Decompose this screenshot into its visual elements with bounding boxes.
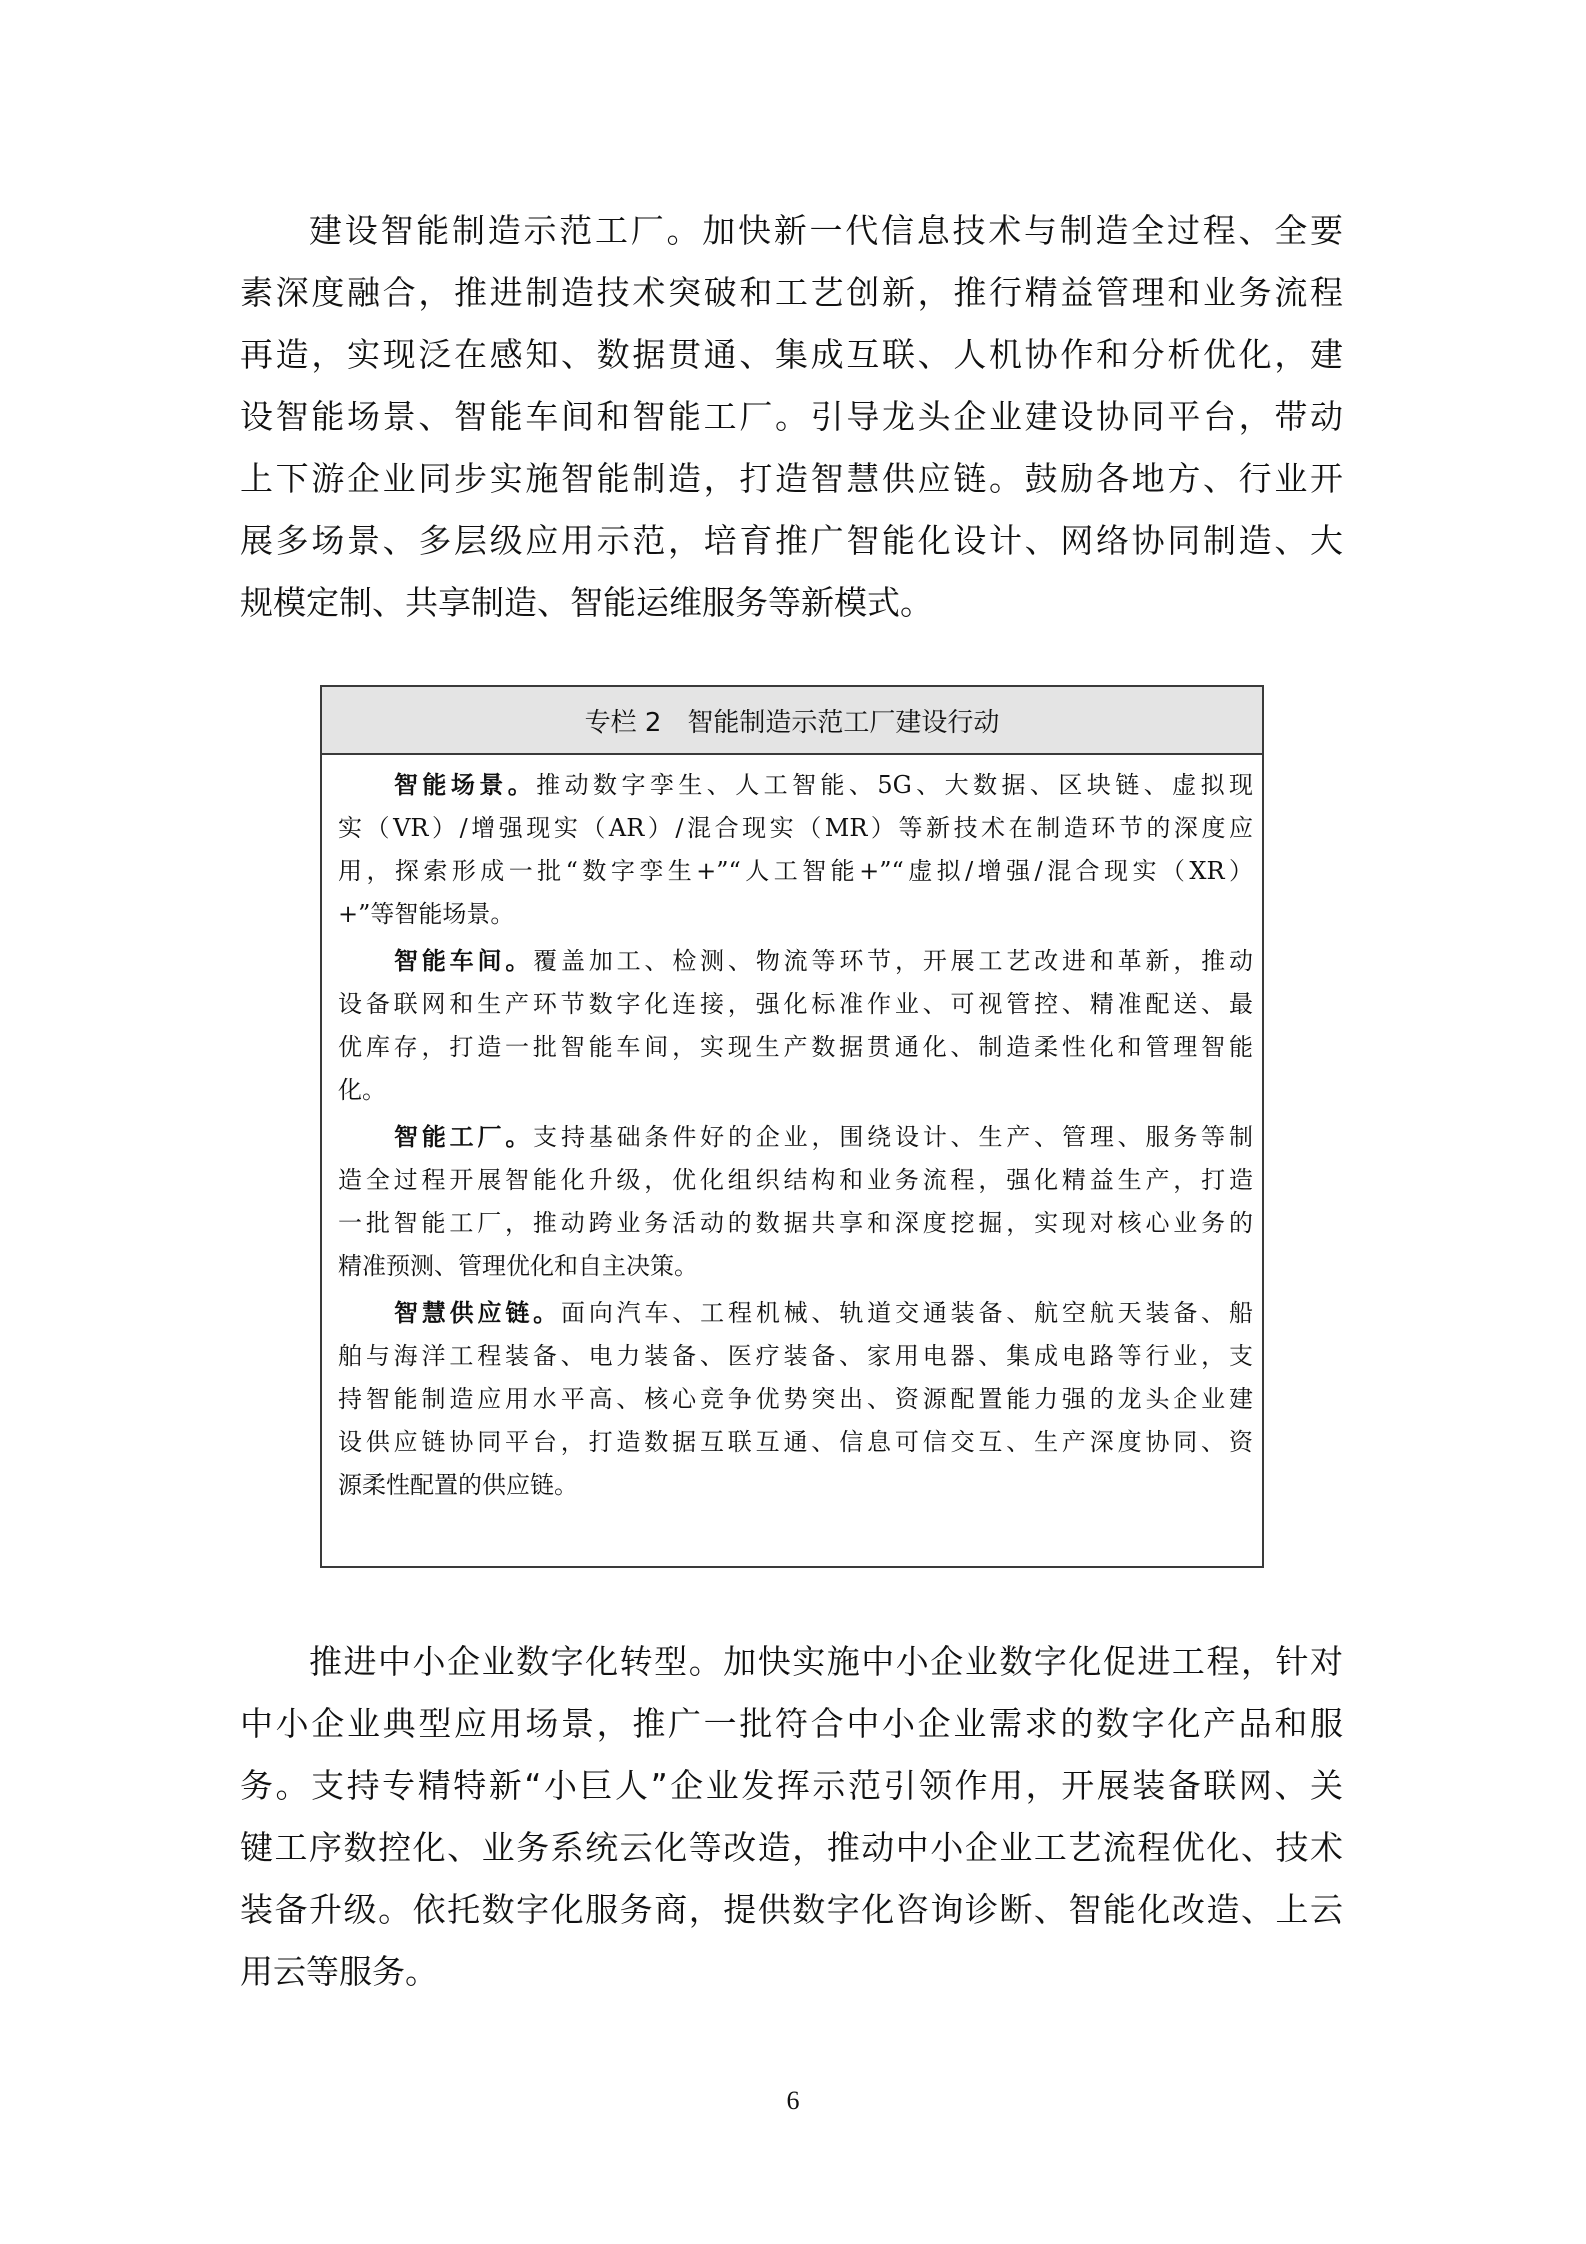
- text-line: 展多场景、多层级应用示范，培育推广智能化设计、网络协同制造、大: [240, 521, 1343, 560]
- text-line: 规模定制、共享制造、智能运维服务等新模式。: [240, 583, 933, 622]
- text-line: 键工序数控化、业务系统云化等改造，推动中小企业工艺流程优化、技术: [240, 1828, 1343, 1867]
- section-heading: 智慧供应链。: [394, 1299, 561, 1327]
- section-heading: 智能工厂。: [394, 1123, 534, 1151]
- text-line: 优库存，打造一批智能车间，实现生产数据贯通化、制造柔性化和管理智能: [338, 1033, 1253, 1061]
- text-line: 素深度融合，推进制造技术突破和工艺创新，推行精益管理和业务流程: [240, 273, 1343, 312]
- text-line: 上下游企业同步实施智能制造，打造智慧供应链。鼓励各地方、行业开: [240, 459, 1343, 498]
- text-line: 持智能制造应用水平高、核心竞争优势突出、资源配置能力强的龙头企业建: [338, 1385, 1253, 1413]
- column-number: 专栏 2: [584, 707, 662, 738]
- text-line: 化。: [338, 1076, 386, 1104]
- text-line: 造全过程开展智能化升级，优化组织结构和业务流程，强化精益生产，打造: [338, 1166, 1253, 1194]
- text-line: 用，探索形成一批“数字孪生+”“人工智能+”“虚拟/增强/混合现实（XR）: [338, 857, 1253, 885]
- text-span: 支持基础条件好的企业，围绕设计、生产、管理、服务等制: [533, 1123, 1254, 1151]
- text-line: 装备升级。依托数字化服务商，提供数字化咨询诊断、智能化改造、上云: [240, 1890, 1343, 1929]
- text-line: 中小企业典型应用场景，推广一批符合中小企业需求的数字化产品和服: [240, 1704, 1343, 1743]
- text-line: [394, 1122, 1253, 1152]
- page-number: 6: [786, 2086, 800, 2115]
- section-heading: 智能车间。: [394, 947, 534, 975]
- column-title: 智能制造示范工厂建设行动: [687, 707, 1000, 738]
- text-span: 推动数字孪生、人工智能、5G、大数据、区块链、虚拟现: [536, 771, 1253, 799]
- text-line: [394, 1298, 1253, 1328]
- text-line: 一批智能工厂，推动跨业务活动的数据共享和深度挖掘，实现对核心业务的: [338, 1209, 1253, 1237]
- text-span: 覆盖加工、检测、物流等环节，开展工艺改进和革新，推动: [533, 947, 1254, 975]
- text-line: 舶与海洋工程装备、电力装备、医疗装备、家用电器、集成电路等行业，支: [338, 1342, 1253, 1370]
- text-line: [394, 946, 1253, 976]
- text-line: 务。支持专精特新“小巨人”企业发挥示范引领作用，开展装备联网、关: [240, 1766, 1343, 1805]
- text-line: 设备联网和生产环节数字化连接，强化标准作业、可视管控、精准配送、最: [338, 990, 1253, 1018]
- text-line: 推进中小企业数字化转型。加快实施中小企业数字化促进工程，针对: [309, 1642, 1343, 1681]
- text-line: 建设智能制造示范工厂。加快新一代信息技术与制造全过程、全要: [309, 211, 1343, 250]
- column-box: [320, 685, 1264, 1568]
- column-box-header: [322, 687, 1262, 755]
- text-line: 精准预测、管理优化和自主决策。: [338, 1252, 698, 1280]
- text-line: 再造，实现泛在感知、数据贯通、集成互联、人机协作和分析优化，建: [240, 335, 1343, 374]
- text-line: 用云等服务。: [240, 1952, 438, 1991]
- text-line: +”等智能场景。: [338, 900, 515, 928]
- section-heading: 智能场景。: [394, 771, 537, 799]
- text-line: 源柔性配置的供应链。: [338, 1471, 578, 1499]
- text-span: 面向汽车、工程机械、轨道交通装备、航空航天装备、船: [561, 1299, 1253, 1327]
- text-line: 设智能场景、智能车间和智能工厂。引导龙头企业建设协同平台，带动: [240, 397, 1343, 436]
- text-line: 设供应链协同平台，打造数据互联互通、信息可信交互、生产深度协同、资: [338, 1428, 1253, 1456]
- text-line: 实（VR）/增强现实（AR）/混合现实（MR）等新技术在制造环节的深度应: [338, 814, 1253, 842]
- text-line: [394, 770, 1253, 800]
